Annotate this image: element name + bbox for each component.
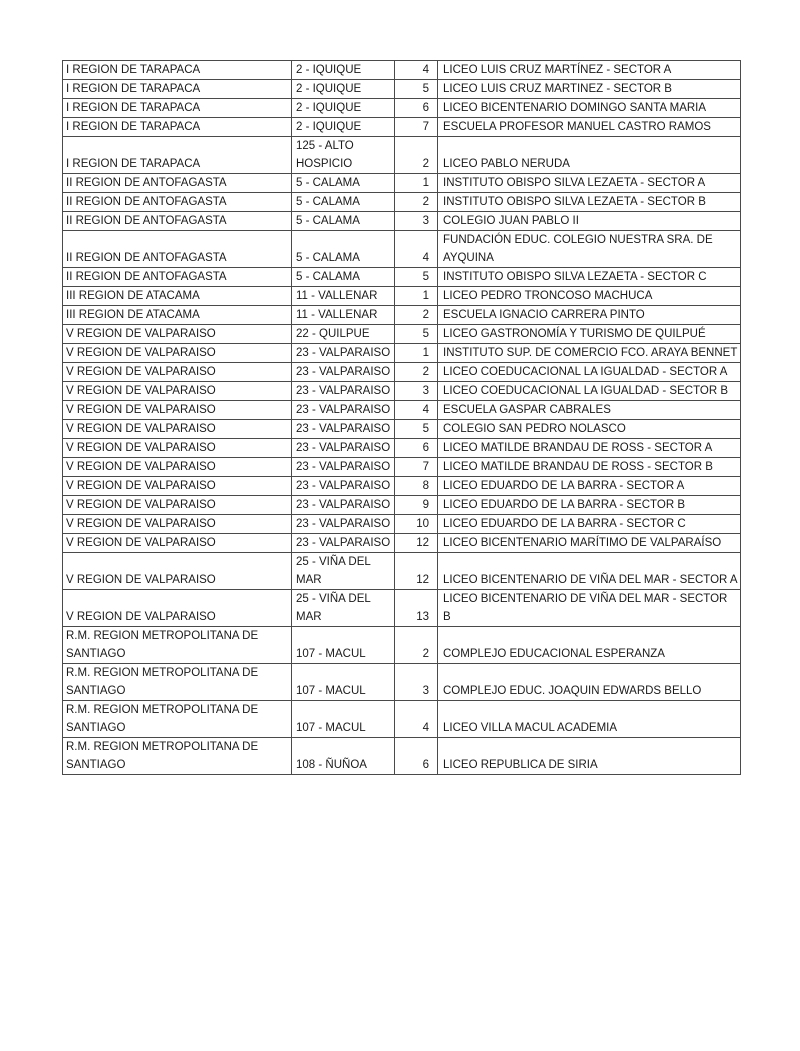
school-cell: LICEO GASTRONOMÍA Y TURISMO DE QUILPUÉ bbox=[438, 325, 741, 344]
number-cell: 1 bbox=[395, 344, 438, 363]
table-row bbox=[63, 99, 741, 118]
comuna-cell: 5 - CALAMA bbox=[292, 268, 395, 287]
school-cell: LICEO VILLA MACUL ACADEMIA bbox=[438, 701, 741, 738]
comuna-cell: 23 - VALPARAISO bbox=[292, 382, 395, 401]
number-cell: 1 bbox=[395, 287, 438, 306]
school-cell: LICEO BICENTENARIO DE VIÑA DEL MAR - SECTOR A bbox=[438, 553, 741, 590]
table-row bbox=[63, 515, 741, 534]
table-row bbox=[63, 477, 741, 496]
region-cell: R.M. REGION METROPOLITANA DE SANTIAGO bbox=[63, 738, 292, 775]
comuna-cell: 23 - VALPARAISO bbox=[292, 344, 395, 363]
school-cell: LICEO COEDUCACIONAL LA IGUALDAD - SECTOR A bbox=[438, 363, 741, 382]
comuna-cell: 5 - CALAMA bbox=[292, 193, 395, 212]
table-row bbox=[63, 701, 741, 738]
table-row bbox=[63, 118, 741, 137]
school-cell: COLEGIO SAN PEDRO NOLASCO bbox=[438, 420, 741, 439]
comuna-cell: 22 - QUILPUE bbox=[292, 325, 395, 344]
number-cell: 12 bbox=[395, 534, 438, 553]
table-row bbox=[63, 325, 741, 344]
number-cell: 4 bbox=[395, 231, 438, 268]
region-cell: II REGION DE ANTOFAGASTA bbox=[63, 268, 292, 287]
comuna-cell: 108 - ÑUÑOA bbox=[292, 738, 395, 775]
region-cell: II REGION DE ANTOFAGASTA bbox=[63, 231, 292, 268]
school-cell: INSTITUTO SUP. DE COMERCIO FCO. ARAYA BENNET bbox=[438, 344, 741, 363]
comuna-cell: 23 - VALPARAISO bbox=[292, 363, 395, 382]
table-row bbox=[63, 439, 741, 458]
schools-table bbox=[62, 60, 741, 775]
region-cell: II REGION DE ANTOFAGASTA bbox=[63, 212, 292, 231]
number-cell: 8 bbox=[395, 477, 438, 496]
comuna-cell: 107 - MACUL bbox=[292, 627, 395, 664]
table-row bbox=[63, 420, 741, 439]
comuna-cell: 23 - VALPARAISO bbox=[292, 534, 395, 553]
school-cell: LICEO LUIS CRUZ MARTINEZ - SECTOR B bbox=[438, 80, 741, 99]
school-cell: LICEO BICENTENARIO MARÍTIMO DE VALPARAÍSO bbox=[438, 534, 741, 553]
school-cell: INSTITUTO OBISPO SILVA LEZAETA - SECTOR B bbox=[438, 193, 741, 212]
region-cell: III REGION DE ATACAMA bbox=[63, 306, 292, 325]
school-cell: COLEGIO JUAN PABLO II bbox=[438, 212, 741, 231]
number-cell: 6 bbox=[395, 99, 438, 118]
school-cell: LICEO EDUARDO DE LA BARRA - SECTOR B bbox=[438, 496, 741, 515]
number-cell: 3 bbox=[395, 664, 438, 701]
region-cell: III REGION DE ATACAMA bbox=[63, 287, 292, 306]
region-cell: V REGION DE VALPARAISO bbox=[63, 439, 292, 458]
comuna-cell: 25 - VIÑA DEL MAR bbox=[292, 553, 395, 590]
comuna-cell: 2 - IQUIQUE bbox=[292, 80, 395, 99]
school-cell: LICEO LUIS CRUZ MARTÍNEZ - SECTOR A bbox=[438, 61, 741, 80]
school-cell: LICEO EDUARDO DE LA BARRA - SECTOR A bbox=[438, 477, 741, 496]
comuna-cell: 5 - CALAMA bbox=[292, 231, 395, 268]
table-row bbox=[63, 212, 741, 231]
school-cell: LICEO EDUARDO DE LA BARRA - SECTOR C bbox=[438, 515, 741, 534]
comuna-cell: 2 - IQUIQUE bbox=[292, 99, 395, 118]
school-cell: LICEO BICENTENARIO DOMINGO SANTA MARIA bbox=[438, 99, 741, 118]
number-cell: 5 bbox=[395, 420, 438, 439]
comuna-cell: 107 - MACUL bbox=[292, 664, 395, 701]
comuna-cell: 25 - VIÑA DEL MAR bbox=[292, 590, 395, 627]
comuna-cell: 23 - VALPARAISO bbox=[292, 477, 395, 496]
comuna-cell: 2 - IQUIQUE bbox=[292, 61, 395, 80]
table-row bbox=[63, 137, 741, 174]
table-row bbox=[63, 382, 741, 401]
number-cell: 5 bbox=[395, 325, 438, 344]
comuna-cell: 125 - ALTO HOSPICIO bbox=[292, 137, 395, 174]
table-row bbox=[63, 458, 741, 477]
region-cell: V REGION DE VALPARAISO bbox=[63, 363, 292, 382]
comuna-cell: 5 - CALAMA bbox=[292, 174, 395, 193]
region-cell: II REGION DE ANTOFAGASTA bbox=[63, 193, 292, 212]
school-cell: INSTITUTO OBISPO SILVA LEZAETA - SECTOR A bbox=[438, 174, 741, 193]
region-cell: V REGION DE VALPARAISO bbox=[63, 344, 292, 363]
table-row bbox=[63, 664, 741, 701]
table-row bbox=[63, 401, 741, 420]
table-row bbox=[63, 344, 741, 363]
number-cell: 3 bbox=[395, 382, 438, 401]
school-cell: COMPLEJO EDUC. JOAQUIN EDWARDS BELLO bbox=[438, 664, 741, 701]
school-cell: ESCUELA PROFESOR MANUEL CASTRO RAMOS bbox=[438, 118, 741, 137]
comuna-cell: 107 - MACUL bbox=[292, 701, 395, 738]
table-row bbox=[63, 363, 741, 382]
comuna-cell: 11 - VALLENAR bbox=[292, 287, 395, 306]
number-cell: 3 bbox=[395, 212, 438, 231]
table-row bbox=[63, 590, 741, 627]
number-cell: 12 bbox=[395, 553, 438, 590]
region-cell: V REGION DE VALPARAISO bbox=[63, 590, 292, 627]
region-cell: I REGION DE TARAPACA bbox=[63, 137, 292, 174]
region-cell: V REGION DE VALPARAISO bbox=[63, 534, 292, 553]
school-cell: INSTITUTO OBISPO SILVA LEZAETA - SECTOR C bbox=[438, 268, 741, 287]
region-cell: I REGION DE TARAPACA bbox=[63, 118, 292, 137]
table-row bbox=[63, 231, 741, 268]
number-cell: 2 bbox=[395, 363, 438, 382]
region-cell: I REGION DE TARAPACA bbox=[63, 99, 292, 118]
table-row bbox=[63, 627, 741, 664]
table-row bbox=[63, 287, 741, 306]
number-cell: 6 bbox=[395, 738, 438, 775]
comuna-cell: 23 - VALPARAISO bbox=[292, 515, 395, 534]
table-row bbox=[63, 174, 741, 193]
region-cell: R.M. REGION METROPOLITANA DE SANTIAGO bbox=[63, 701, 292, 738]
region-cell: V REGION DE VALPARAISO bbox=[63, 401, 292, 420]
table-row bbox=[63, 534, 741, 553]
school-cell: LICEO PEDRO TRONCOSO MACHUCA bbox=[438, 287, 741, 306]
comuna-cell: 23 - VALPARAISO bbox=[292, 420, 395, 439]
number-cell: 7 bbox=[395, 118, 438, 137]
region-cell: R.M. REGION METROPOLITANA DE SANTIAGO bbox=[63, 627, 292, 664]
school-cell: COMPLEJO EDUCACIONAL ESPERANZA bbox=[438, 627, 741, 664]
number-cell: 6 bbox=[395, 439, 438, 458]
number-cell: 2 bbox=[395, 137, 438, 174]
region-cell: V REGION DE VALPARAISO bbox=[63, 325, 292, 344]
school-cell: LICEO PABLO NERUDA bbox=[438, 137, 741, 174]
region-cell: II REGION DE ANTOFAGASTA bbox=[63, 174, 292, 193]
region-cell: V REGION DE VALPARAISO bbox=[63, 382, 292, 401]
region-cell: V REGION DE VALPARAISO bbox=[63, 553, 292, 590]
number-cell: 4 bbox=[395, 401, 438, 420]
comuna-cell: 2 - IQUIQUE bbox=[292, 118, 395, 137]
school-cell: ESCUELA IGNACIO CARRERA PINTO bbox=[438, 306, 741, 325]
region-cell: V REGION DE VALPARAISO bbox=[63, 515, 292, 534]
number-cell: 7 bbox=[395, 458, 438, 477]
number-cell: 5 bbox=[395, 80, 438, 99]
comuna-cell: 23 - VALPARAISO bbox=[292, 458, 395, 477]
number-cell: 4 bbox=[395, 701, 438, 738]
number-cell: 2 bbox=[395, 193, 438, 212]
region-cell: V REGION DE VALPARAISO bbox=[63, 496, 292, 515]
school-cell: LICEO COEDUCACIONAL LA IGUALDAD - SECTOR B bbox=[438, 382, 741, 401]
table-row bbox=[63, 61, 741, 80]
table-row bbox=[63, 306, 741, 325]
school-cell: LICEO MATILDE BRANDAU DE ROSS - SECTOR A bbox=[438, 439, 741, 458]
number-cell: 10 bbox=[395, 515, 438, 534]
comuna-cell: 5 - CALAMA bbox=[292, 212, 395, 231]
number-cell: 4 bbox=[395, 61, 438, 80]
region-cell: V REGION DE VALPARAISO bbox=[63, 458, 292, 477]
number-cell: 13 bbox=[395, 590, 438, 627]
region-cell: I REGION DE TARAPACA bbox=[63, 61, 292, 80]
number-cell: 1 bbox=[395, 174, 438, 193]
table-row bbox=[63, 738, 741, 775]
school-cell: LICEO REPUBLICA DE SIRIA bbox=[438, 738, 741, 775]
table-body bbox=[63, 61, 741, 775]
table-row bbox=[63, 193, 741, 212]
school-cell: ESCUELA GASPAR CABRALES bbox=[438, 401, 741, 420]
region-cell: R.M. REGION METROPOLITANA DE SANTIAGO bbox=[63, 664, 292, 701]
table-row bbox=[63, 553, 741, 590]
table-row bbox=[63, 80, 741, 99]
comuna-cell: 23 - VALPARAISO bbox=[292, 496, 395, 515]
number-cell: 5 bbox=[395, 268, 438, 287]
region-cell: V REGION DE VALPARAISO bbox=[63, 420, 292, 439]
table-row bbox=[63, 496, 741, 515]
comuna-cell: 23 - VALPARAISO bbox=[292, 439, 395, 458]
table-row bbox=[63, 268, 741, 287]
region-cell: V REGION DE VALPARAISO bbox=[63, 477, 292, 496]
region-cell: I REGION DE TARAPACA bbox=[63, 80, 292, 99]
number-cell: 2 bbox=[395, 627, 438, 664]
comuna-cell: 23 - VALPARAISO bbox=[292, 401, 395, 420]
comuna-cell: 11 - VALLENAR bbox=[292, 306, 395, 325]
school-cell: LICEO MATILDE BRANDAU DE ROSS - SECTOR B bbox=[438, 458, 741, 477]
number-cell: 9 bbox=[395, 496, 438, 515]
school-cell: LICEO BICENTENARIO DE VIÑA DEL MAR - SECTOR B bbox=[438, 590, 741, 627]
school-cell: FUNDACIÓN EDUC. COLEGIO NUESTRA SRA. DE AYQUINA bbox=[438, 231, 741, 268]
number-cell: 2 bbox=[395, 306, 438, 325]
